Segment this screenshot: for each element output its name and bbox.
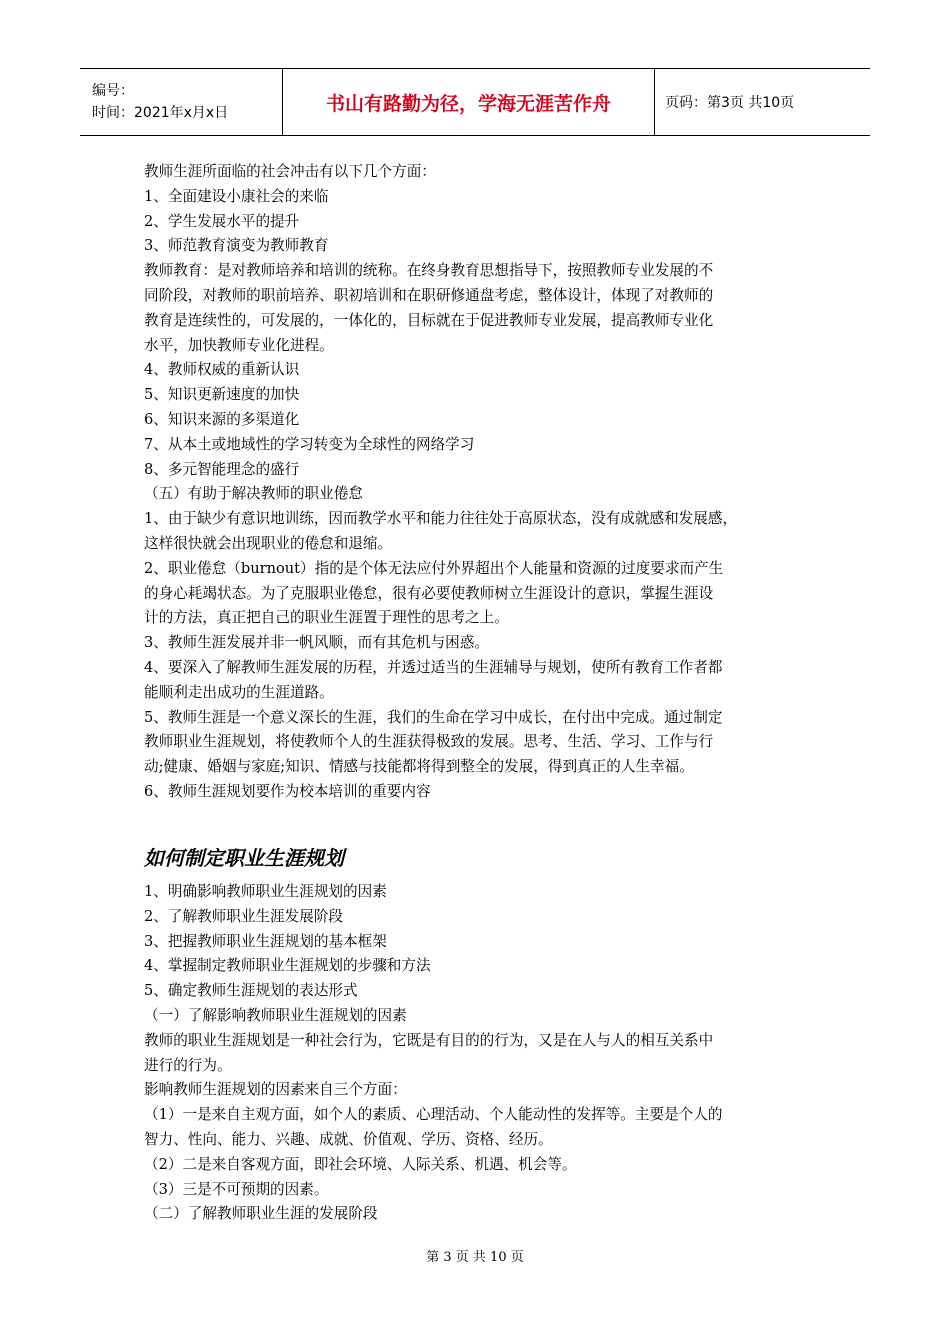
- paragraph-line: 的身心耗竭状态。为了克服职业倦怠，很有必要使教师树立生涯设计的意识，掌握生涯设: [144, 584, 714, 602]
- motto-text: 书山有路勤为径，学海无涯苦作舟: [325, 92, 611, 115]
- paragraph-line: 2、职业倦怠（burnout）指的是个体无法应付外界超出个人能量和资源的过度要求而产生: [144, 559, 724, 577]
- section-title: 如何制定职业生涯规划: [144, 846, 344, 870]
- paragraph-line: 3、师范教育演变为教师教育: [144, 237, 329, 255]
- paragraph-line: （2）二是来自客观方面，即社会环境、人际关系、机遇、机会等。: [144, 1155, 577, 1173]
- header-page-code: [655, 69, 870, 135]
- paragraph-line: 教师生涯所面临的社会冲击有以下几个方面：: [144, 163, 436, 180]
- header-meta: [80, 69, 283, 135]
- number-label: 编号：: [92, 83, 134, 99]
- paragraph-line: 能顺利走出成功的生涯道路。: [144, 683, 334, 701]
- paragraph-line: 教育是连续性的，可发展的，一体化的，目标就在于促进教师专业发展，提高教师专业化: [144, 311, 714, 329]
- paragraph-line: 同阶段，对教师的职前培养、职初培训和在职研修通盘考虑，整体设计，体现了对教师的: [144, 286, 714, 304]
- paragraph-line: 教师职业生涯规划，将使教师个人的生涯获得极致的发展。思考、生活、学习、工作与行: [144, 733, 714, 751]
- paragraph-line: 5、确定教师生涯规划的表达形式: [144, 982, 358, 1000]
- paragraph-line: 6、知识来源的多渠道化: [144, 410, 300, 428]
- paragraph-line: 3、教师生涯发展并非一帆风顺，而有其危机与困惑。: [144, 634, 489, 652]
- page-header: [80, 68, 870, 136]
- paragraph-line: 6、教师生涯规划要作为校本培训的重要内容: [144, 782, 431, 800]
- paragraph-line: 智力、性向、能力、兴趣、成就、价值观、学历、资格、经历。: [144, 1130, 553, 1148]
- paragraph-line: （3）三是不可预期的因素。: [144, 1180, 329, 1198]
- paragraph-line: 8、多元智能理念的盛行: [144, 460, 300, 478]
- paragraph-line: 1、全面建设小康社会的来临: [144, 187, 329, 205]
- body-text-1: [144, 160, 814, 805]
- paragraph-line: 7、从本土或地域性的学习转变为全球性的网络学习: [144, 435, 475, 453]
- paragraph-line: 5、教师生涯是一个意义深长的生涯，我们的生命在学习中成长，在付出中完成。通过制定: [144, 708, 723, 726]
- paragraph-line: 2、学生发展水平的提升: [144, 212, 300, 230]
- paragraph-line: （1）一是来自主观方面，如个人的素质、心理活动、个人能动性的发挥等。主要是个人的: [144, 1106, 723, 1124]
- body-text-2: [144, 880, 814, 1227]
- paragraph-line: 水平，加快教师专业化进程。: [144, 336, 334, 354]
- paragraph-line: 4、要深入了解教师生涯发展的历程，并透过适当的生涯辅导与规划，使所有教育工作者都: [144, 658, 723, 676]
- paragraph-line: 教师教育：是对教师培养和培训的统称。在终身教育思想指导下，按照教师专业发展的不: [144, 262, 714, 280]
- paragraph-line: （五）有助于解决教师的职业倦怠: [144, 485, 363, 503]
- paragraph-line: 教师的职业生涯规划是一种社会行为，它既是有目的的行为，又是在人与人的相互关系中: [144, 1031, 714, 1049]
- paragraph-line: 影响教师生涯规划的因素来自三个方面：: [144, 1081, 407, 1099]
- paragraph-line: 这样很快就会出现职业的倦怠和退缩。: [144, 534, 393, 552]
- paragraph-line: 4、教师权威的重新认识: [144, 361, 300, 379]
- time-label: 时间：2021年x月x日: [92, 105, 229, 121]
- paragraph-line: 动;健康、婚姻与家庭;知识、情感与技能都将得到整全的发展，得到真正的人生幸福。: [144, 758, 694, 776]
- paragraph-line: 2、了解教师职业生涯发展阶段: [144, 907, 344, 925]
- paragraph-line: 进行的行为。: [144, 1056, 232, 1074]
- paragraph-line: 5、知识更新速度的加快: [144, 386, 300, 404]
- header-motto: [283, 69, 655, 135]
- page-footer: 第 3 页 共 10 页: [426, 1250, 524, 1265]
- page-code-text: 页码：第3页 共10页: [665, 95, 795, 111]
- paragraph-line: （二）了解教师职业生涯的发展阶段: [144, 1205, 378, 1223]
- paragraph-line: 4、掌握制定教师职业生涯规划的步骤和方法: [144, 957, 431, 975]
- paragraph-line: （一）了解影响教师职业生涯规划的因素: [144, 1006, 407, 1024]
- paragraph-line: 1、由于缺少有意识地训练，因而教学水平和能力往往处于高原状态，没有成就感和发展感，: [144, 510, 738, 528]
- paragraph-line: 1、明确影响教师职业生涯规划的因素: [144, 883, 387, 900]
- paragraph-line: 计的方法，真正把自己的职业生涯置于理性的思考之上。: [144, 609, 509, 627]
- paragraph-line: 3、把握教师职业生涯规划的基本框架: [144, 932, 387, 950]
